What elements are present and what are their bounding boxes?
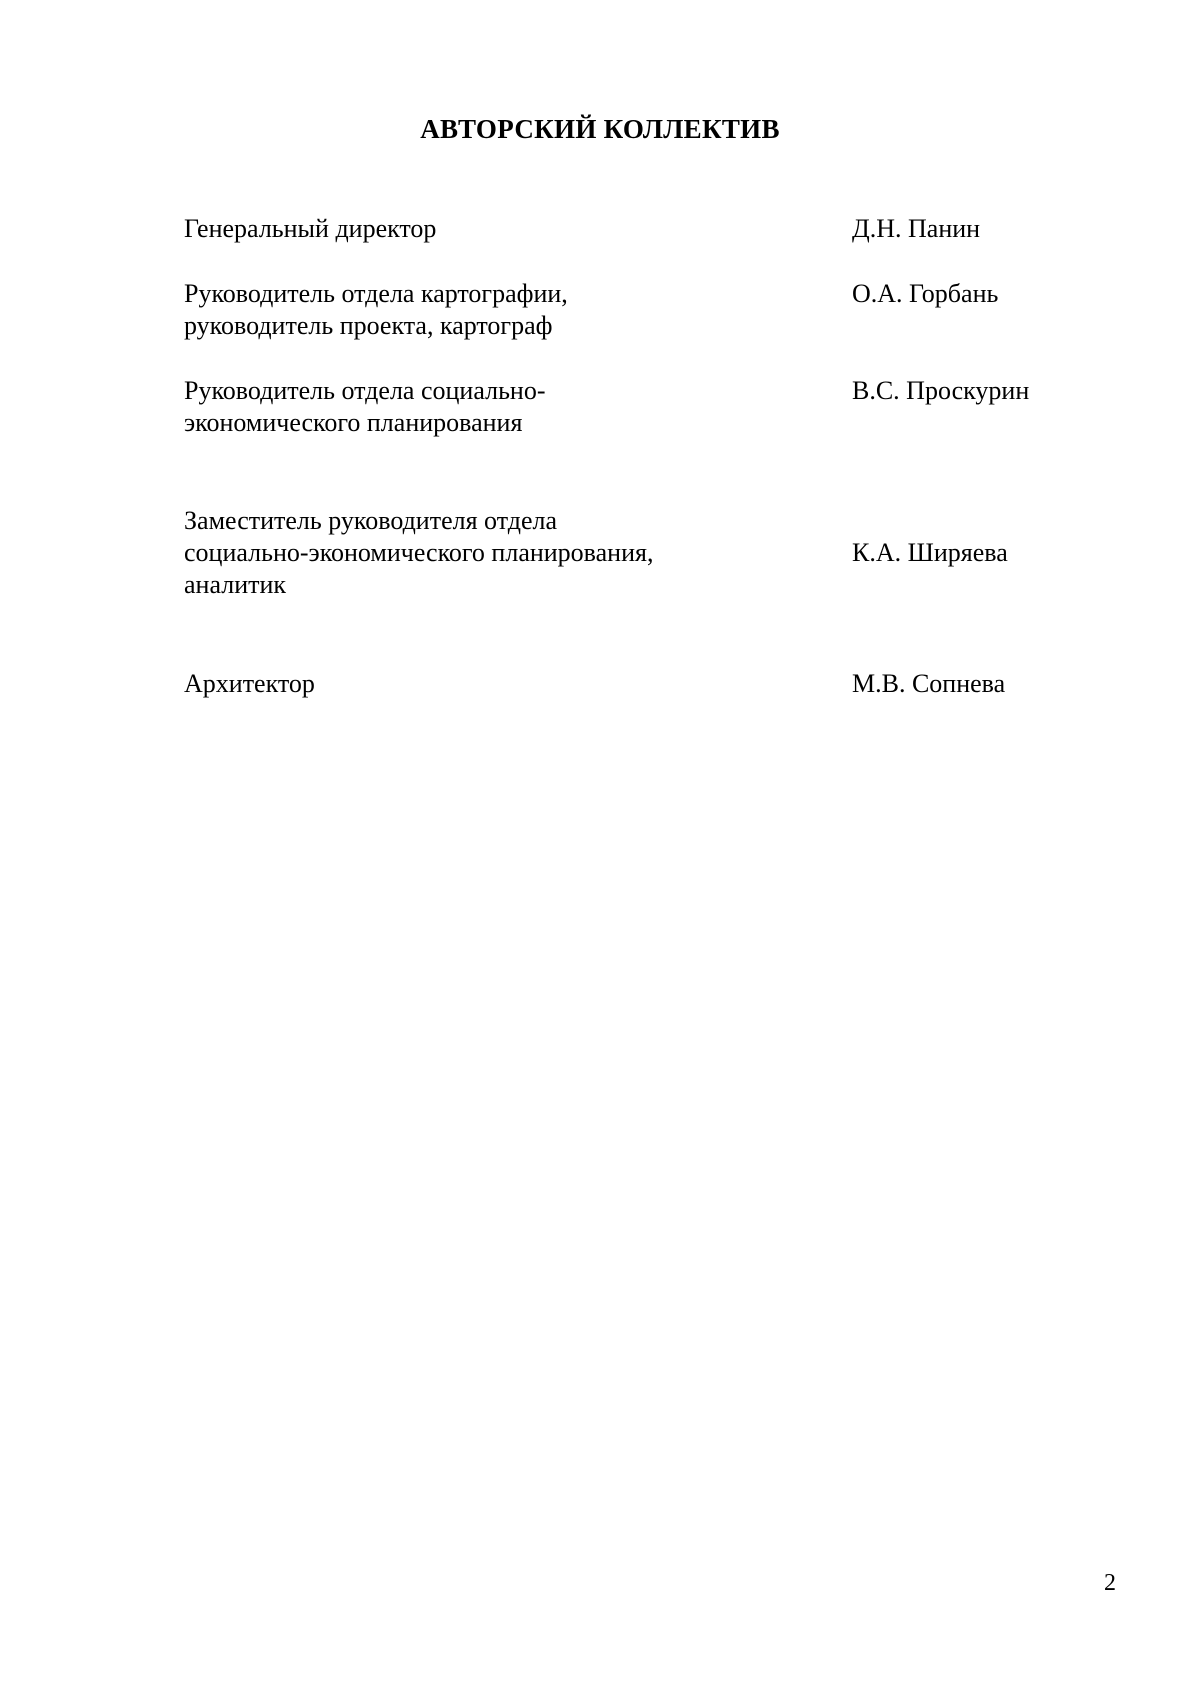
- page-title: АВТОРСКИЙ КОЛЛЕКТИВ: [420, 114, 780, 144]
- author-name: М.В. Сопнева: [852, 669, 1006, 698]
- author-name: К.А. Ширяева: [852, 538, 1008, 567]
- page-number: 2: [1104, 1570, 1116, 1596]
- author-position: Руководитель отдела картографии, руководитель проекта, картограф: [184, 279, 568, 340]
- author-name: В.С. Проскурин: [852, 376, 1030, 405]
- author-name: О.А. Горбань: [852, 279, 999, 308]
- author-position: Архитектор: [184, 669, 315, 698]
- author-position: Руководитель отдела социально- экономического планирования: [184, 376, 546, 437]
- author-position: Генеральный директор: [184, 214, 437, 243]
- author-position: Заместитель руководителя отдела социально-экономического планирования, аналитик: [184, 506, 654, 599]
- author-name: Д.Н. Панин: [852, 214, 981, 243]
